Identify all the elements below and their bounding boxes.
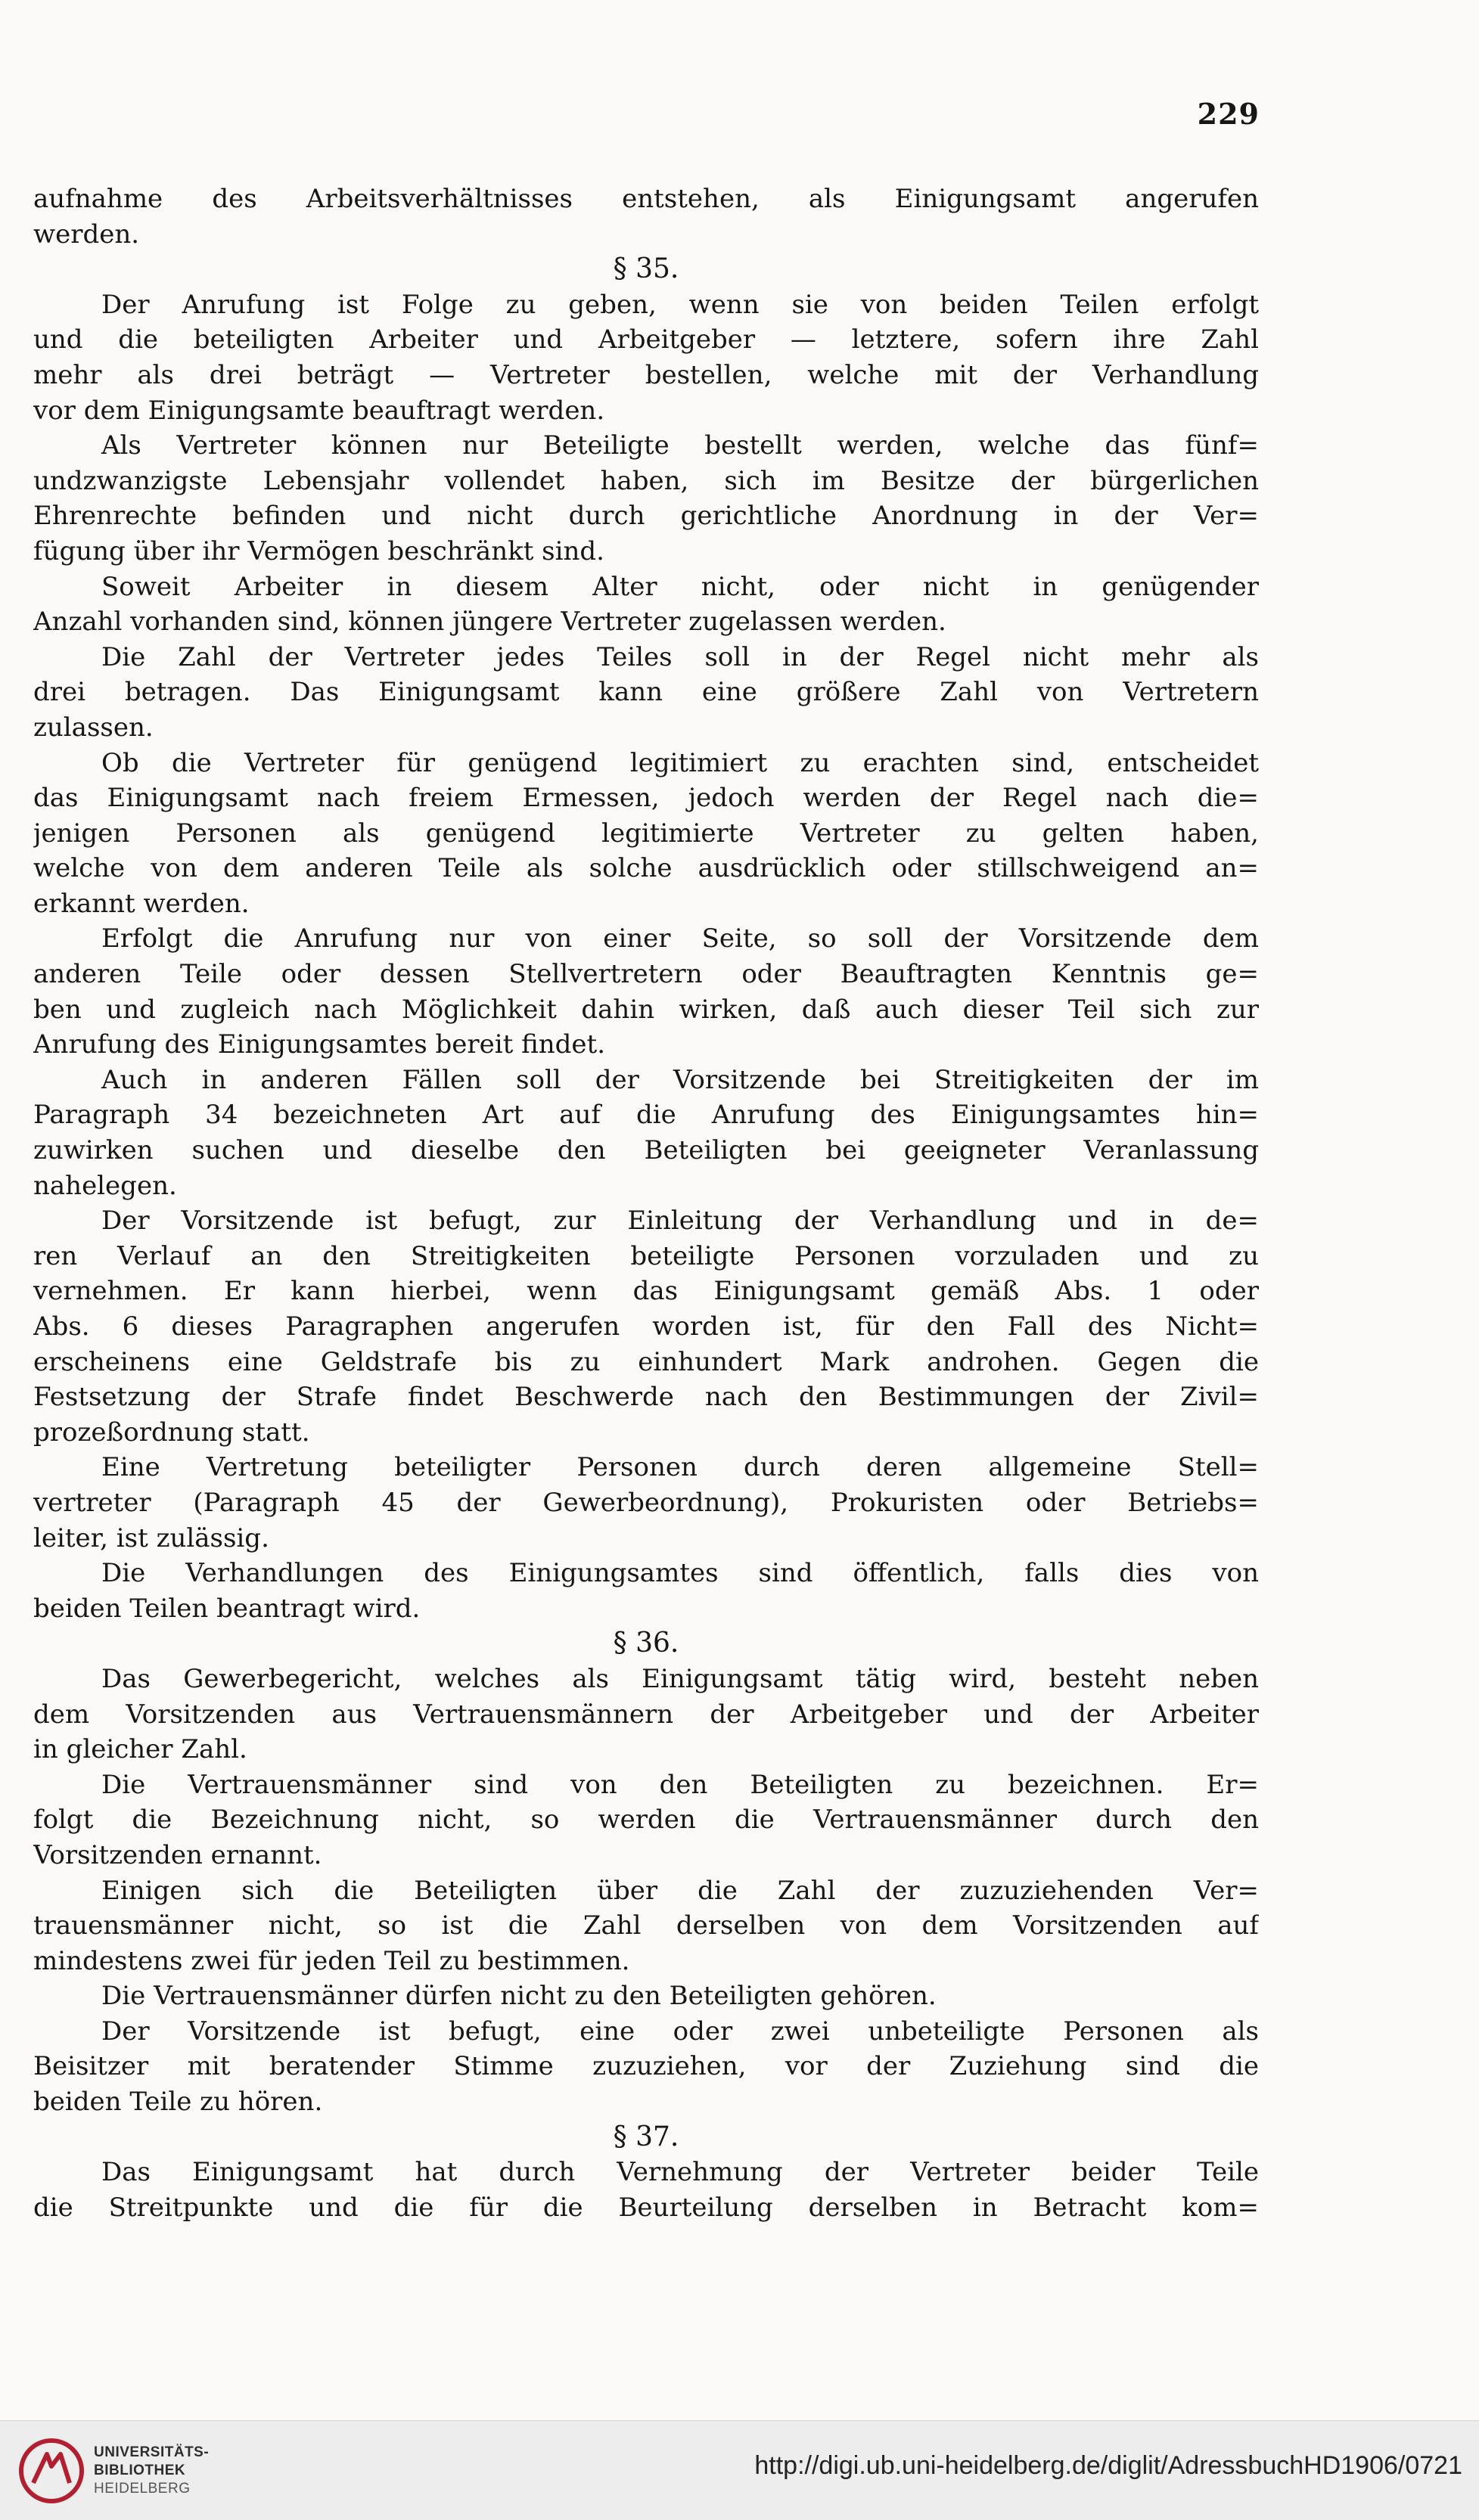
- section-heading: § 35.: [613, 253, 679, 285]
- text-line: zuwirken suchen und dieselbe den Beteiligten bei geeigneter Veranlassung: [33, 1135, 1259, 1166]
- text-line: Paragraph 34 bezeichneten Art auf die Anrufung des Einigungsamtes hin=: [33, 1100, 1259, 1131]
- library-logo-icon: [17, 2436, 86, 2506]
- text-line: Als Vertreter können nur Beteiligte bestellt werden, welche das fünf=: [101, 430, 1259, 461]
- text-line: ren Verlauf an den Streitigkeiten beteiligte Personen vorzuladen und zu: [33, 1240, 1259, 1271]
- text-line: Beisitzer mit beratender Stimme zuzuziehen, vor der Zuziehung sind die: [33, 2051, 1259, 2082]
- text-line: Einigen sich die Beteiligten über die Zahl der zuzuziehenden Ver=: [101, 1875, 1259, 1906]
- text-line: erscheinens eine Geldstrafe bis zu einhundert Mark androhen. Gegen die: [33, 1346, 1259, 1377]
- text-line: Soweit Arbeiter in diesem Alter nicht, oder nicht in genügender: [101, 571, 1259, 602]
- text-line: Die Vertrauensmänner sind von den Beteiligten zu bezeichnen. Er=: [101, 1769, 1259, 1800]
- text-line: die Streitpunkte und die für die Beurteilung derselben in Betracht kom=: [33, 2192, 1259, 2223]
- text-line: Eine Vertretung beteiligter Personen durch deren allgemeine Stell=: [101, 1452, 1259, 1483]
- text-line: Ob die Vertreter für genügend legitimiert zu erachten sind, entscheidet: [101, 747, 1259, 778]
- text-line: Die Vertrauensmänner dürfen nicht zu den Beteiligten gehören.: [101, 1981, 937, 2012]
- text-line: prozeßordnung statt.: [33, 1417, 310, 1448]
- text-line: mehr als drei beträgt — Vertreter bestellen, welche mit der Verhandlung: [33, 359, 1259, 390]
- text-line: mindestens zwei für jeden Teil zu bestimmen.: [33, 1945, 630, 1976]
- section-heading: § 36.: [613, 1628, 679, 1659]
- text-line: folgt die Bezeichnung nicht, so werden die Vertrauensmänner durch den: [33, 1805, 1259, 1836]
- text-line: werden.: [33, 219, 140, 250]
- text-line: Abs. 6 dieses Paragraphen angerufen worden ist, für den Fall des Nicht=: [33, 1311, 1259, 1342]
- text-line: Die Zahl der Vertreter jedes Teiles soll in der Regel nicht mehr als: [101, 641, 1259, 672]
- text-line: jenigen Personen als genügend legitimierte Vertreter zu gelten haben,: [33, 818, 1259, 849]
- text-line: undzwanzigste Lebensjahr vollendet haben, sich im Besitze der bürgerlichen: [33, 465, 1259, 496]
- text-line: Der Vorsitzende ist befugt, eine oder zwei unbeteiligte Personen als: [101, 2016, 1259, 2047]
- footer-bar: [0, 2420, 1479, 2520]
- library-name-line3: HEIDELBERG: [94, 2481, 191, 2497]
- page-number: 229: [1197, 97, 1260, 131]
- text-line: Auch in anderen Fällen soll der Vorsitzende bei Streitigkeiten der im: [101, 1064, 1259, 1095]
- text-line: Die Verhandlungen des Einigungsamtes sind öffentlich, falls dies von: [101, 1558, 1259, 1589]
- library-name-line1: UNIVERSITÄTS-: [94, 2444, 210, 2460]
- text-line: Erfolgt die Anrufung nur von einer Seite, so soll der Vorsitzende dem: [101, 923, 1259, 954]
- library-name-line2: BIBLIOTHEK: [94, 2463, 186, 2478]
- text-line: trauensmänner nicht, so ist die Zahl derselben von dem Vorsitzenden auf: [33, 1910, 1259, 1941]
- text-line: Ehrenrechte befinden und nicht durch gerichtliche Anordnung in der Ver=: [33, 501, 1259, 532]
- text-line: drei betragen. Das Einigungsamt kann eine größere Zahl von Vertretern: [33, 677, 1259, 708]
- library-name: [94, 2444, 209, 2498]
- text-line: zulassen.: [33, 712, 154, 743]
- source-url-link[interactable]: http://digi.ub.uni-heidelberg.de/diglit/AdressbuchHD1906/0721: [754, 2451, 1462, 2480]
- text-line: dem Vorsitzenden aus Vertrauensmännern der Arbeitgeber und der Arbeiter: [33, 1699, 1259, 1730]
- text-line: das Einigungsamt nach freiem Ermessen, jedoch werden der Regel nach die=: [33, 783, 1259, 814]
- text-line: und die beteiligten Arbeiter und Arbeitgeber — letztere, sofern ihre Zahl: [33, 324, 1259, 355]
- text-line: erkannt werden.: [33, 888, 250, 919]
- text-line: in gleicher Zahl.: [33, 1734, 247, 1765]
- text-line: vor dem Einigungsamte beauftragt werden.: [33, 395, 605, 426]
- text-line: anderen Teile oder dessen Stellvertretern oder Beauftragten Kenntnis ge=: [33, 959, 1259, 990]
- text-line: leiter, ist zulässig.: [33, 1522, 269, 1553]
- text-line: ben und zugleich nach Möglichkeit dahin wirken, daß auch dieser Teil sich zur: [33, 994, 1259, 1025]
- text-line: beiden Teile zu hören.: [33, 2087, 323, 2118]
- text-line: nahelegen.: [33, 1170, 177, 1201]
- text-body: [33, 182, 1259, 2225]
- text-line: Anrufung des Einigungsamtes bereit findet.: [33, 1029, 606, 1060]
- text-line: beiden Teilen beantragt wird.: [33, 1593, 421, 1624]
- text-line: fügung über ihr Vermögen beschränkt sind.: [33, 535, 604, 566]
- text-line: Das Gewerbegericht, welches als Einigungsamt tätig wird, besteht neben: [101, 1663, 1259, 1694]
- text-line: Der Anrufung ist Folge zu geben, wenn sie von beiden Teilen erfolgt: [101, 289, 1259, 320]
- text-line: welche von dem anderen Teile als solche ausdrücklich oder stillschweigend an=: [33, 853, 1259, 884]
- text-line: Der Vorsitzende ist befugt, zur Einleitung der Verhandlung und in de=: [101, 1206, 1259, 1237]
- text-line: vernehmen. Er kann hierbei, wenn das Einigungsamt gemäß Abs. 1 oder: [33, 1276, 1259, 1307]
- text-line: Festsetzung der Strafe findet Beschwerde nach den Bestimmungen der Zivil=: [33, 1382, 1259, 1413]
- text-line: Vorsitzenden ernannt.: [33, 1839, 322, 1870]
- text-line: vertreter (Paragraph 45 der Gewerbeordnung), Prokuristen oder Betriebs=: [33, 1487, 1259, 1518]
- text-line: Das Einigungsamt hat durch Vernehmung der Vertreter beider Teile: [101, 2157, 1259, 2188]
- section-heading: § 37.: [613, 2121, 679, 2152]
- text-line: aufnahme des Arbeitsverhältnisses entstehen, als Einigungsamt angerufen: [33, 184, 1259, 214]
- text-line: Anzahl vorhanden sind, können jüngere Vertreter zugelassen werden.: [33, 607, 946, 638]
